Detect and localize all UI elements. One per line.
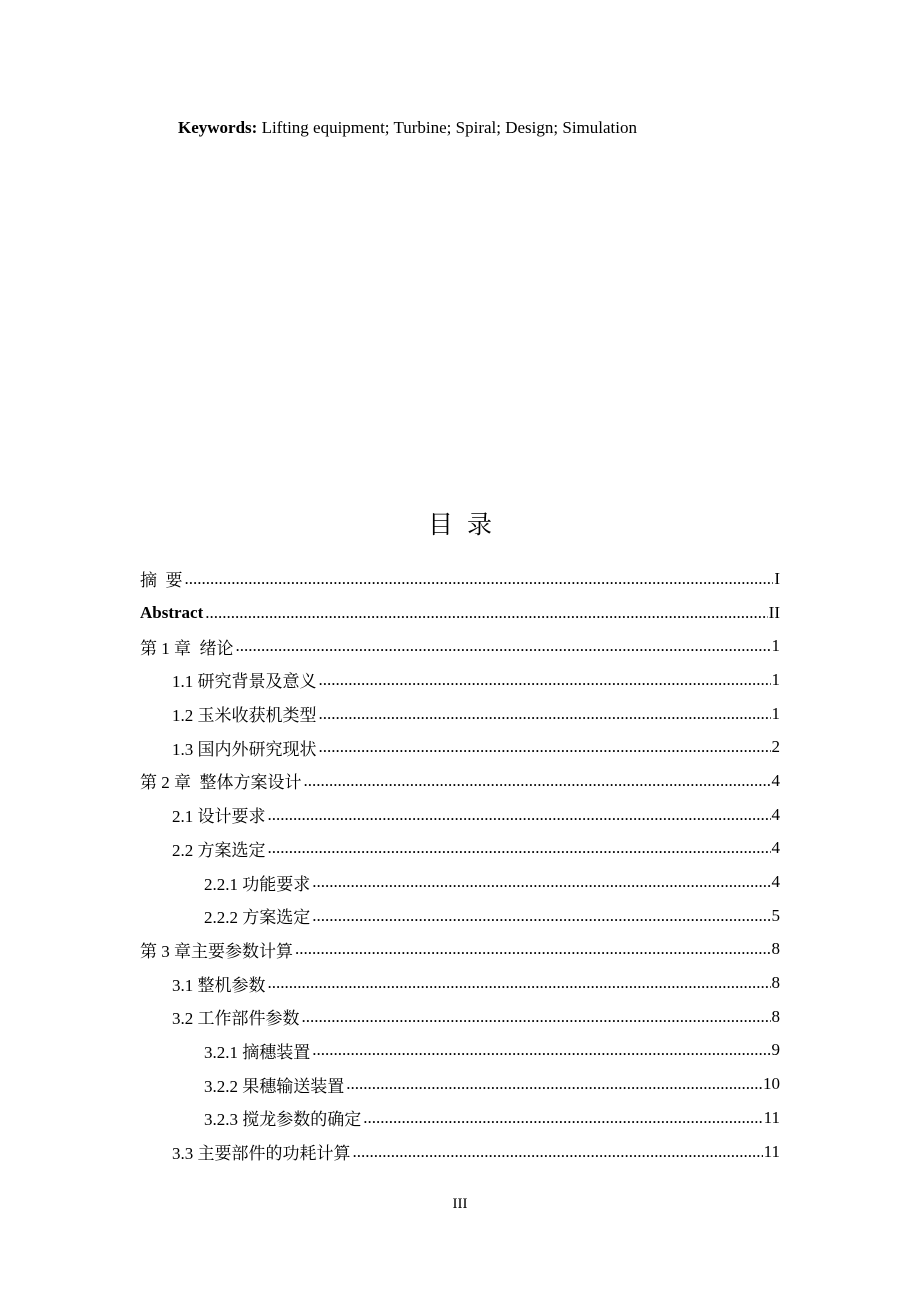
toc-entry-3-2[interactable]	[140, 1000, 780, 1034]
toc-leader-dots	[312, 1040, 770, 1060]
toc-entry-page: 2	[771, 737, 780, 757]
page-number: III	[452, 1196, 468, 1212]
toc-entry-label: 第 3 章主要参数计算	[140, 941, 293, 961]
toc-entry-page: 1	[771, 669, 780, 689]
toc-entry-page: 11	[763, 1107, 780, 1127]
keywords-label: Keywords:	[178, 118, 258, 137]
toc-leader-dots	[312, 872, 770, 892]
toc-leader-dots	[319, 704, 771, 724]
toc-entry-page: II	[768, 602, 780, 622]
toc-entry-2-2-2[interactable]	[140, 899, 780, 933]
toc-entry-label: 3.2 工作部件参数	[172, 1009, 300, 1029]
toc-leader-dots	[319, 737, 771, 757]
toc-entry-chapter-2[interactable]	[140, 764, 780, 798]
toc-entry-label: 3.2.3 搅龙参数的确定	[204, 1110, 362, 1130]
toc-entry-3-2-1[interactable]	[140, 1034, 780, 1068]
toc-entry-label: 2.1 设计要求	[172, 807, 266, 827]
toc-entry-page: 8	[771, 939, 780, 959]
toc-leader-dots	[346, 1074, 762, 1094]
toc-entry-label: 2.2.2 方案选定	[204, 908, 311, 928]
toc-entry-label: 2.2 方案选定	[172, 840, 266, 860]
toc-entry-chapter-3[interactable]	[140, 933, 780, 967]
toc-leader-dots	[363, 1108, 762, 1128]
toc-entry-abstract-cn[interactable]	[140, 562, 780, 596]
toc-entry-page: 5	[771, 905, 780, 925]
toc-leader-dots	[312, 906, 770, 926]
toc-leader-dots	[319, 670, 771, 690]
toc-entry-page: 11	[763, 1141, 780, 1161]
toc-entry-label: 摘 要	[140, 571, 183, 591]
toc-entry-3-1[interactable]	[140, 966, 780, 1000]
toc-entry-page: 8	[771, 973, 780, 993]
toc-entry-label: 3.2.2 果穗输送装置	[204, 1076, 345, 1096]
toc-entry-2-1[interactable]	[140, 798, 780, 832]
toc-leader-dots	[236, 636, 771, 656]
toc-entry-label: 第 2 章 整体方案设计	[140, 773, 302, 793]
toc-entry-page: 8	[771, 1006, 780, 1026]
toc-entry-3-2-3[interactable]	[140, 1101, 780, 1135]
toc-leader-dots	[268, 973, 771, 993]
keywords-text: Lifting equipment; Turbine; Spiral; Design; Simulation	[257, 118, 637, 137]
table-of-contents	[140, 562, 780, 1168]
toc-entry-page: 9	[771, 1040, 780, 1060]
toc-leader-dots	[353, 1142, 763, 1162]
toc-entry-label: 3.1 整机参数	[172, 975, 266, 995]
toc-entry-label: Abstract	[140, 602, 204, 622]
toc-entry-chapter-1[interactable]	[140, 629, 780, 663]
toc-entry-label: 1.2 玉米收获机类型	[172, 706, 317, 726]
toc-entry-page: 1	[771, 636, 780, 656]
toc-entry-2-2[interactable]	[140, 832, 780, 866]
toc-leader-dots	[268, 838, 771, 858]
toc-entry-page: 4	[771, 770, 780, 790]
toc-leader-dots	[185, 569, 774, 589]
toc-entry-3-2-2[interactable]	[140, 1067, 780, 1101]
toc-entry-label: 2.2.1 功能要求	[204, 874, 311, 894]
toc-entry-page: 10	[763, 1074, 780, 1094]
toc-entry-1-3[interactable]	[140, 730, 780, 764]
toc-entry-abstract-en[interactable]	[140, 596, 780, 630]
toc-leader-dots	[304, 771, 771, 791]
toc-leader-dots	[268, 805, 771, 825]
toc-entry-page: I	[774, 568, 780, 588]
toc-entry-label: 1.1 研究背景及意义	[172, 672, 317, 692]
toc-entry-page: 4	[771, 838, 780, 858]
toc-entry-page: 4	[771, 872, 780, 892]
toc-entry-label: 第 1 章 绪论	[140, 638, 234, 658]
toc-entry-1-2[interactable]	[140, 697, 780, 731]
toc-entry-page: 4	[771, 804, 780, 824]
toc-entry-label: 3.2.1 摘穗装置	[204, 1042, 311, 1062]
toc-entry-3-3[interactable]	[140, 1135, 780, 1169]
toc-entry-page: 1	[771, 703, 780, 723]
toc-entry-2-2-1[interactable]	[140, 865, 780, 899]
toc-leader-dots	[205, 603, 767, 623]
toc-entry-1-1[interactable]	[140, 663, 780, 697]
toc-entry-label: 3.3 主要部件的功耗计算	[172, 1144, 351, 1164]
toc-title: 目录	[427, 510, 506, 539]
toc-entry-label: 1.3 国内外研究现状	[172, 739, 317, 759]
toc-leader-dots	[302, 1007, 771, 1027]
toc-leader-dots	[295, 939, 771, 959]
keywords-line	[178, 118, 637, 138]
